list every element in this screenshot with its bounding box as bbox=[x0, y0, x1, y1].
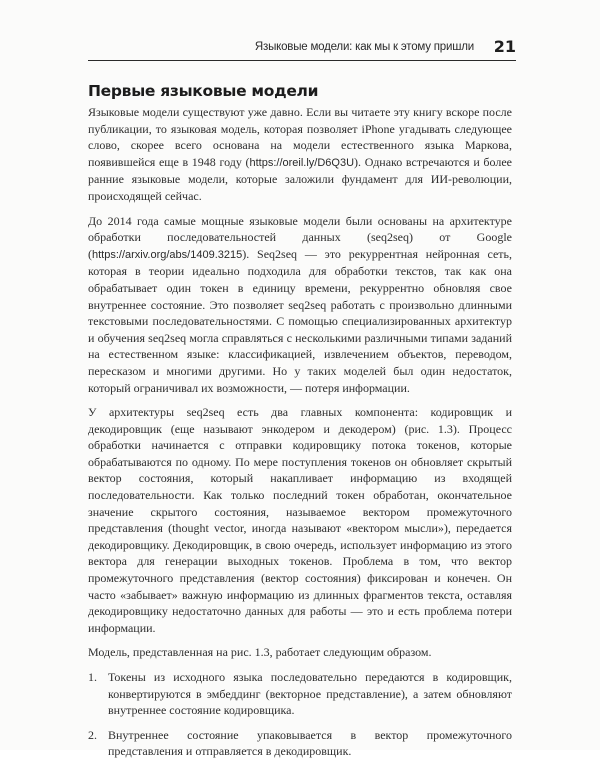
paragraph-link[interactable]: https://arxiv.org/abs/1409.3215 bbox=[92, 248, 243, 261]
paragraph-text: Языковые модели существуют уже давно. Если вы читаете эту книгу вскоре после публикации, то языковая модель, которая позволяет iPhone угадывать следующее слово, скорее всего основана на модели естественного языка Маркова, появившейся еще в 1948 году ( bbox=[88, 105, 512, 169]
list-item-number: 2. bbox=[88, 727, 97, 742]
list-item bbox=[88, 669, 512, 719]
paragraph-text: ). Seq2seq — это рекуррентная нейронная сеть, которая в теории идеально подходила для обработки текстов, так как она обрабатывает один токен в единицу времени, рекуррентно обновляя свое внутреннее состояние. Это позволяет seq2seq работать с произвольно длинными текстовыми последовательностями. С помощью специализированных архитектур и обучения seq2seq могла справляться с несколькими различными типами заданий на естественном языке: классификацией, извлечением объектов, переводом, пересказом и многими другими. Но у таких моделей был один недостаток, который ограничивал их возможности, — потеря информации. bbox=[88, 246, 512, 395]
paragraph bbox=[88, 404, 512, 636]
paragraph-text: До 2014 года самые мощные языковые модели были основаны на архитектуре обработки последовательностей данных (seq2seq) от Google ( bbox=[88, 213, 512, 261]
numbered-list bbox=[88, 669, 512, 760]
list-item-text: Токены из исходного языка последовательно передаются в кодировщик, конвертируются в эмбеддинг (векторное представление), а затем обновляют внутреннее состояние кодировщика. bbox=[108, 670, 512, 718]
body-text bbox=[88, 104, 512, 768]
running-title: Языковые модели: как мы к этому пришли bbox=[254, 41, 474, 53]
paragraph bbox=[88, 104, 512, 205]
paragraph-text: Модель, представленная на рис. 1.3, работает следующим образом. bbox=[88, 645, 432, 660]
paragraph bbox=[88, 213, 512, 397]
list-item bbox=[88, 727, 512, 760]
paragraph-text: ). Однако встречаются и более ранние языковые модели, которые заложили фундамент для ИИ-революции, происходящей сейчас. bbox=[88, 154, 512, 203]
page-number: 21 bbox=[493, 37, 516, 56]
list-item-text: Внутреннее состояние упаковывается в вектор промежуточного представления и отправляется в декодировщик. bbox=[108, 727, 512, 759]
list-item-number: 1. bbox=[88, 670, 97, 684]
paragraph-link[interactable]: https://oreil.ly/D6Q3U bbox=[249, 156, 355, 169]
paragraph-text: У архитектуры seq2seq есть два главных компонента: кодировщик и декодировщик (еще называют энкодером и декодером) (рис. 1.3). Процесс обработки начинается с отправки кодировщику потока токенов, которые обрабатываются по одному. По мере поступления токенов он обновляет скрытый вектор состояния, который накапливает информацию из входящей последовательности. Как только последний токен обработан, окончательное значение скрытого состояния, называемое вектором промежуточного представления (thought vector, иногда называют «вектором мысли»), передается декодировщику. Декодировщик, в свою очередь, использует информацию из этого вектора для генерации выходных токенов. Проблема в том, что вектор промежуточного представления (вектор состояния) фиксирован и конечен. Он часто «забывает» важную информацию из длинных фрагментов текста, оставляя декодировщику недостаточно данных для работы — это и есть проблема потери информации. bbox=[88, 405, 512, 635]
paragraph bbox=[88, 644, 512, 661]
running-header bbox=[88, 38, 516, 61]
section-title: Первые языковые модели bbox=[88, 82, 319, 100]
